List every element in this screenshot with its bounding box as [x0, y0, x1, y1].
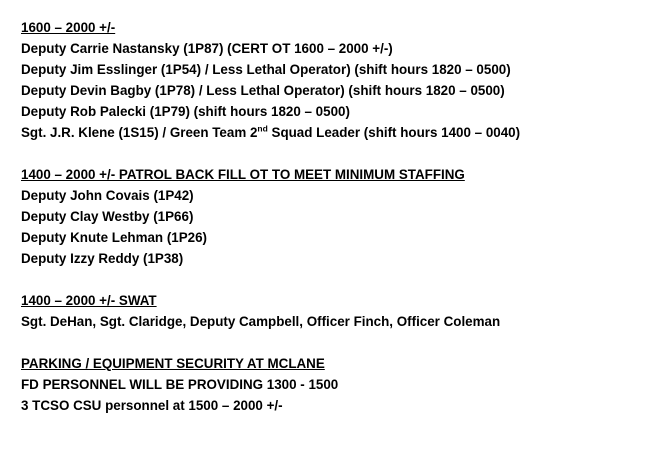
ordinal-superscript: nd: [257, 123, 268, 134]
section-spacer: [21, 269, 651, 290]
section-patrol-backfill: [21, 164, 651, 269]
roster-line-squad-leader: [21, 122, 651, 143]
squad-leader-text-start: Sgt. J.R. Klene (1S15) / Green Team 2: [21, 125, 258, 140]
roster-line: Deputy John Covais (1P42): [21, 188, 194, 203]
roster-line: 3 TCSO CSU personnel at 1500 – 2000 +/-: [21, 398, 283, 413]
section-spacer: [21, 332, 651, 353]
section-heading: PARKING / EQUIPMENT SECURITY AT MCLANE: [21, 356, 325, 371]
section-heading: 1600 – 2000 +/-: [21, 20, 116, 35]
section-swat: [21, 290, 651, 332]
roster-line: Deputy Devin Bagby (1P78) / Less Lethal Operator) (shift hours 1820 – 0500): [21, 83, 505, 98]
roster-line: Deputy Rob Palecki (1P79) (shift hours 1820 – 0500): [21, 104, 350, 119]
roster-line: Deputy Carrie Nastansky (1P87) (CERT OT 1600 – 2000 +/-): [21, 41, 393, 56]
roster-line: Deputy Knute Lehman (1P26): [21, 230, 208, 245]
section-heading: 1400 – 2000 +/- PATROL BACK FILL OT TO MEET MINIMUM STAFFING: [21, 167, 465, 182]
section-cert-ot: [21, 17, 651, 143]
section-heading: 1400 – 2000 +/- SWAT: [21, 293, 157, 308]
roster-line: FD PERSONNEL WILL BE PROVIDING 1300 - 1500: [21, 377, 339, 392]
squad-leader-text-end: Squad Leader (shift hours 1400 – 0040): [267, 125, 521, 140]
roster-line: Deputy Jim Esslinger (1P54) / Less Lethal Operator) (shift hours 1820 – 0500): [21, 62, 511, 77]
section-spacer: [21, 143, 651, 164]
roster-line: Sgt. DeHan, Sgt. Claridge, Deputy Campbell, Officer Finch, Officer Coleman: [21, 314, 501, 329]
roster-line: Deputy Clay Westby (1P66): [21, 209, 194, 224]
roster-line: Deputy Izzy Reddy (1P38): [21, 251, 184, 266]
document-body: [21, 17, 651, 416]
section-parking-security: [21, 353, 651, 416]
